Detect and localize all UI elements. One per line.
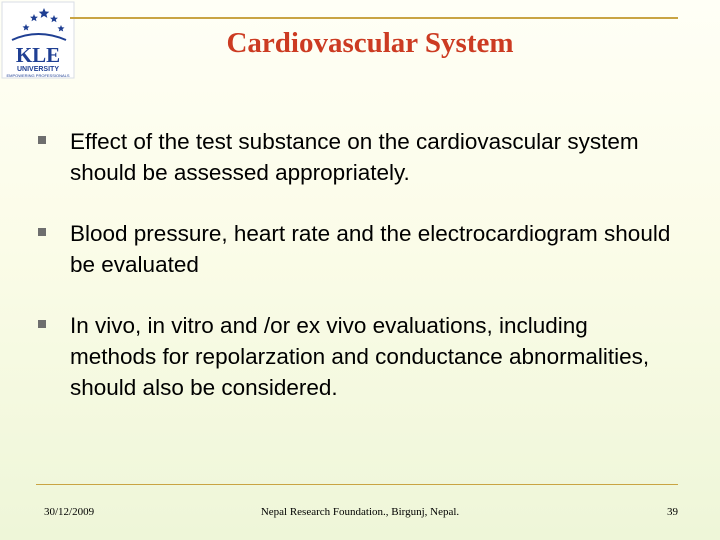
kle-university-logo bbox=[0, 0, 78, 82]
bullet-item bbox=[36, 310, 676, 403]
footer-organization: Nepal Research Foundation., Birgunj, Nepal. bbox=[260, 506, 460, 518]
bullet-text: In vivo, in vitro and /or ex vivo evaluations, including methods for repolarzation and conductance abnormalities, should also be considered. bbox=[70, 313, 650, 400]
page-number: 39 bbox=[667, 506, 678, 518]
svg-text:EMPOWERING PROFESSIONALS: EMPOWERING PROFESSIONALS bbox=[6, 73, 70, 78]
svg-text:KLE: KLE bbox=[15, 43, 61, 67]
footer-rule bbox=[36, 484, 678, 485]
square-bullet-icon bbox=[38, 228, 46, 236]
svg-text:UNIVERSITY: UNIVERSITY bbox=[16, 66, 60, 73]
square-bullet-icon bbox=[38, 320, 46, 328]
bullet-text: Effect of the test substance on the cardiovascular system should be assessed appropriately. bbox=[70, 129, 639, 185]
bullet-list bbox=[36, 126, 676, 433]
square-bullet-icon bbox=[38, 136, 46, 144]
title-top-rule bbox=[70, 17, 678, 19]
slide-title: Cardiovascular System bbox=[226, 27, 514, 59]
bullet-item bbox=[36, 126, 676, 188]
bullet-item bbox=[36, 218, 676, 280]
footer-date: 30/12/2009 bbox=[44, 506, 95, 518]
bullet-text: Blood pressure, heart rate and the electrocardiogram should be evaluated bbox=[70, 221, 671, 277]
